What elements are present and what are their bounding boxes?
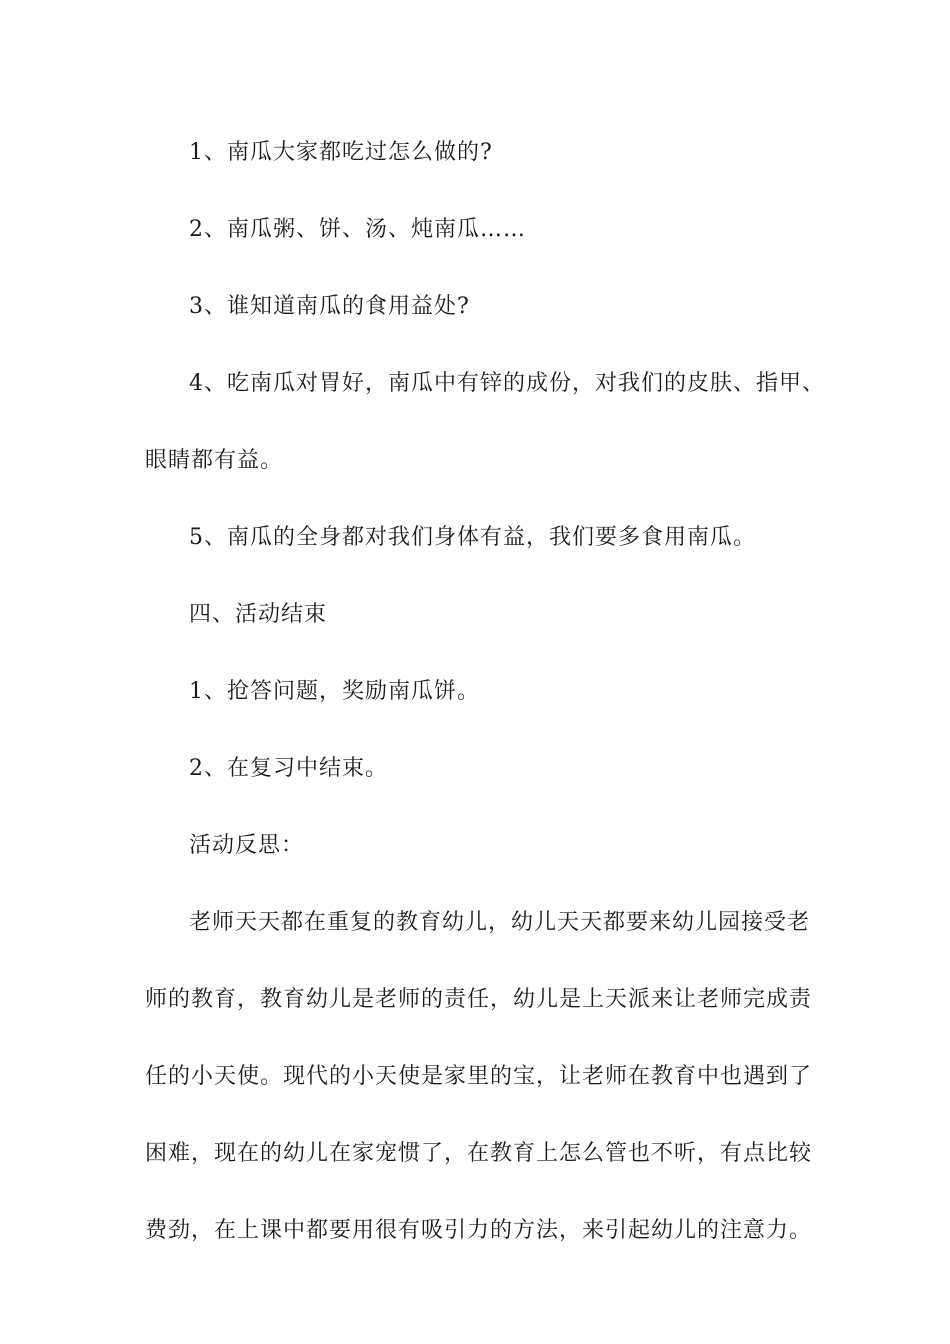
reflection-line-3: 任的小天使。现代的小天使是家里的宝，让老师在教育中也遇到了 <box>145 1064 813 1089</box>
list-item-4-line-1: 4、吃南瓜对胃好，南瓜中有锌的成份，对我们的皮肤、指甲、 <box>189 371 825 396</box>
list-item-5: 5、南瓜的全身都对我们身体有益，我们要多食用南瓜。 <box>189 525 756 550</box>
reflection-line-2: 师的教育，教育幼儿是老师的责任，幼儿是上天派来让老师完成责 <box>145 987 813 1012</box>
reflection-line-1: 老师天天都在重复的教育幼儿，幼儿天天都要来幼儿园接受老 <box>189 910 811 935</box>
end-item-2: 2、在复习中结束。 <box>189 756 388 781</box>
document-body <box>145 127 825 1256</box>
section-heading-reflection: 活动反思： <box>189 833 305 858</box>
end-item-1: 1、抢答问题，奖励南瓜饼。 <box>189 679 480 704</box>
list-item-3: 3、谁知道南瓜的食用益处? <box>189 294 470 319</box>
reflection-line-4: 困难，现在的幼儿在家宠惯了，在教育上怎么管也不听，有点比较 <box>145 1141 813 1166</box>
reflection-line-5: 费劲，在上课中都要用很有吸引力的方法，来引起幼儿的注意力。 <box>145 1218 813 1243</box>
list-item-4-line-2: 眼睛都有益。 <box>145 448 284 473</box>
list-item-2: 2、南瓜粥、饼、汤、炖南瓜…… <box>189 217 526 242</box>
section-heading-activity-end: 四、活动结束 <box>189 602 328 627</box>
list-item-1: 1、南瓜大家都吃过怎么做的? <box>189 140 493 165</box>
